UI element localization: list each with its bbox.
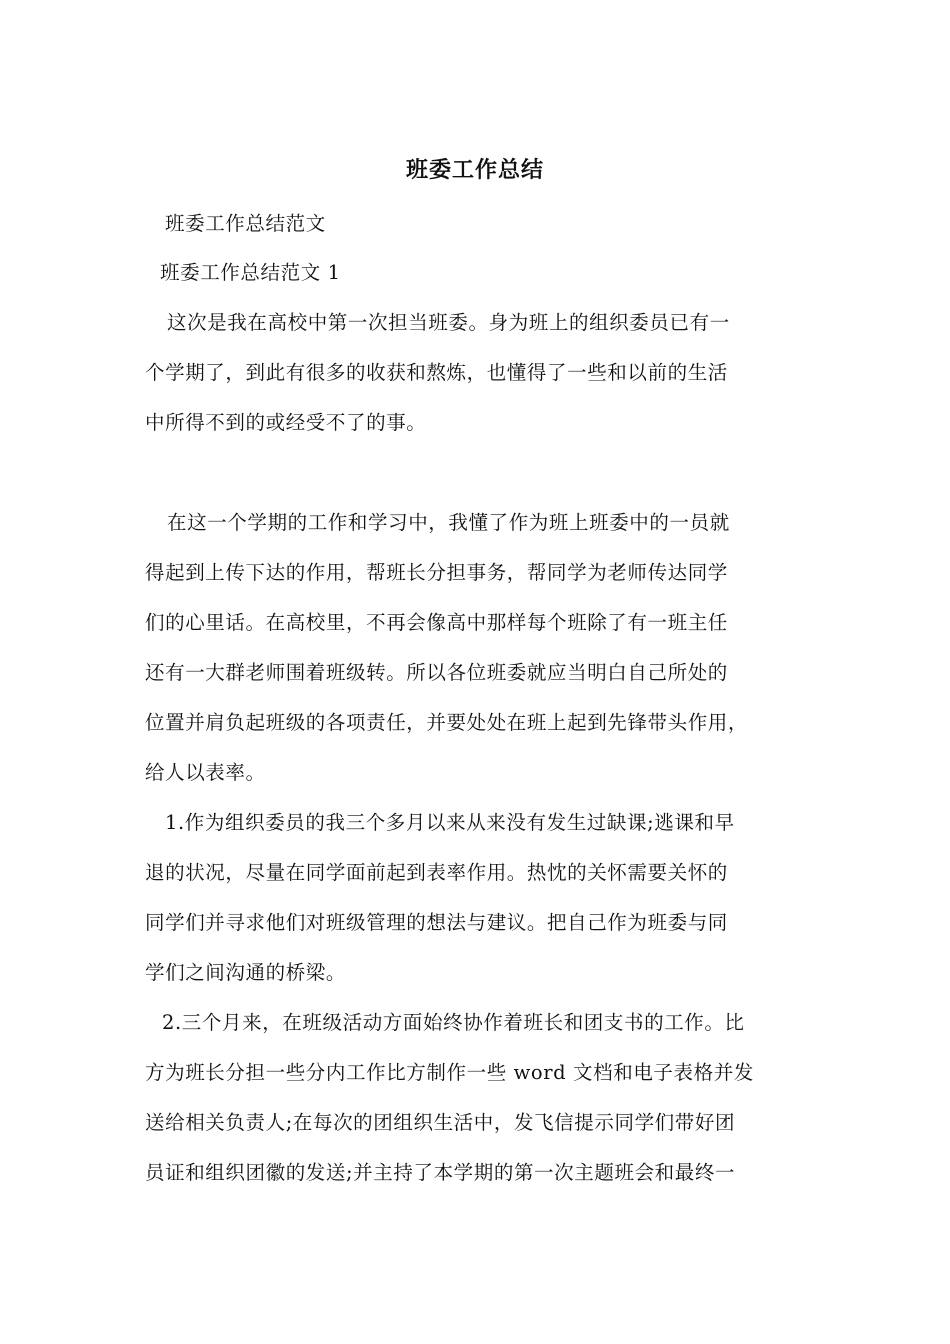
- paragraph-line: 2.三个月来，在班级活动方面始终协作着班长和团支书的工作。比: [162, 1011, 745, 1034]
- paragraph-line: 员证和组织团徽的发送;并主持了本学期的第一次主题班会和最终一: [145, 1161, 736, 1184]
- paragraph-line: 学们之间沟通的桥梁。: [145, 961, 347, 984]
- paragraph-line: 还有一大群老师围着班级转。所以各位班委就应当明白自己所处的: [145, 661, 728, 684]
- subtitle: 班委工作总结范文: [165, 212, 326, 235]
- paragraph-line: 们的心里话。在高校里，不再会像高中那样每个班除了有一班主任: [145, 611, 728, 634]
- paragraph-line: 1.作为组织委员的我三个多月以来从来没有发生过缺课;逃课和早: [165, 811, 735, 834]
- paragraph-line: 给人以表率。: [145, 761, 266, 784]
- section-heading: 班委工作总结范文 1: [160, 261, 341, 284]
- paragraph-line: 送给相关负责人;在每次的团组织生活中，发飞信提示同学们带好团: [145, 1111, 736, 1134]
- paragraph-line: 中所得不到的或经受不了的事。: [145, 411, 427, 434]
- paragraph-line: 这次是我在高校中第一次担当班委。身为班上的组织委员已有一: [167, 311, 730, 334]
- paragraph-line: 位置并肩负起班级的各项责任，并要处处在班上起到先锋带头作用，: [145, 711, 749, 734]
- document-title: 班委工作总结: [405, 157, 544, 183]
- paragraph-line: 退的状况，尽量在同学面前起到表率作用。热忱的关怀需要关怀的: [145, 861, 728, 884]
- paragraph-line: 在这一个学期的工作和学习中，我懂了作为班上班委中的一员就: [167, 511, 730, 534]
- paragraph-line: 个学期了，到此有很多的收获和熬炼，也懂得了一些和以前的生活: [145, 361, 728, 384]
- paragraph-line: 得起到上传下达的作用，帮班长分担事务，帮同学为老师传达同学: [145, 561, 728, 584]
- paragraph-line: 方为班长分担一些分内工作比方制作一些 word 文档和电子表格并发: [145, 1061, 754, 1084]
- paragraph-line: 同学们并寻求他们对班级管理的想法与建议。把自己作为班委与同: [145, 911, 728, 934]
